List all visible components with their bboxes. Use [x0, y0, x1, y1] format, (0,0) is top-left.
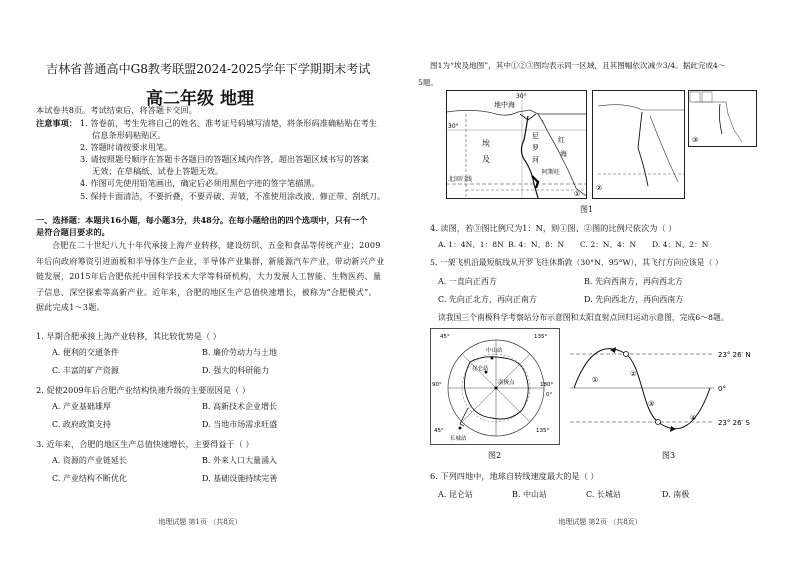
map-3-frame	[689, 91, 757, 147]
label-nile-c: 河	[532, 156, 539, 164]
notice-5: 5. 保持卡面清洁，不要折叠，不要弄破、弄皱，不准使用涂改液、修正带、刮纸刀。	[80, 191, 386, 201]
map-2-redsea	[650, 116, 678, 182]
label-south-pole: 南极点	[498, 380, 515, 386]
point-solstice-s	[656, 420, 661, 425]
passage-line-3: 链发展，2015年后合肥依托中国科学技术大学等科研机构，大力发展人工智能、生物医药、量	[36, 272, 382, 281]
arrow-2	[670, 426, 676, 432]
label-equator: 0°	[718, 385, 726, 393]
question-2-option-d[interactable]: D. 当地市场需求旺盛	[202, 420, 278, 429]
map-3-coast	[694, 102, 742, 142]
label-nile-b: 罗	[532, 144, 539, 152]
question-3-option-c[interactable]: C. 产业结构不断优化	[52, 474, 127, 483]
question-2-option-a[interactable]: A. 产业基础雄厚	[52, 402, 111, 411]
fig1-caption: 图1	[580, 205, 594, 214]
question-1-stem: 1. 早期合肥承接上海产业转移，其比较优势是（ ）	[36, 331, 221, 341]
label-135b: 135°	[536, 428, 550, 434]
label-tropic-s: 23° 26′ S	[718, 419, 750, 427]
arrow-1	[610, 347, 616, 353]
label-45b: 45°	[434, 428, 444, 434]
notice-3-cont: 无效；在草稿纸、试卷上答题无效。	[92, 166, 224, 176]
fig1-intro-cont: 5题。	[418, 78, 439, 87]
label-lon: 30°	[516, 93, 527, 100]
question-5-option-c[interactable]: C. 先向正北方，再向正南方	[438, 295, 537, 304]
intro-text: 本试卷共8页。考试结束后，将答题卡交回。	[36, 105, 197, 115]
label-map-3: ③	[692, 136, 699, 144]
notice-1-cont: 信息条形码粘贴区。	[92, 130, 166, 140]
label-90: 90°	[432, 382, 442, 388]
fig2-caption: 图2	[488, 451, 502, 460]
label-kunlun: 昆仑站	[472, 366, 489, 372]
south-pole-dot	[495, 387, 498, 390]
question-4-option-c[interactable]: C. 2：N、4：N	[580, 240, 637, 249]
label-p4: ④	[690, 414, 697, 422]
question-5-option-a[interactable]: A. 一直向正西方	[438, 277, 497, 286]
section1-header: 一、选择题：本题共16小题，每小题3分，共48分。在每小题给出的四个选项中，只有一个	[36, 215, 368, 225]
notice-1: 1. 答卷前，考生先将自己的姓名、准考证号码填写清楚，将条形码准确粘贴在考生	[80, 118, 377, 128]
label-tropic-n: 23° 26′ N	[718, 351, 751, 359]
exam-subtitle: 高二年级 地理	[146, 89, 254, 109]
question-5-option-d[interactable]: D. 先向西北方，再向西南方	[584, 295, 684, 304]
red-sea-coast	[542, 120, 586, 196]
exam-title: 吉林省普通高中G8教考联盟2024-2025学年下学期期末考试	[46, 62, 371, 76]
fig3-caption: 图3	[662, 451, 676, 460]
label-changcheng: 长城站	[450, 436, 467, 442]
label-180: 180°	[540, 382, 554, 388]
question-6-option-d[interactable]: D. 南极	[662, 490, 690, 499]
label-135: 135°	[534, 334, 548, 340]
question-3-stem: 3. 近年来，合肥的地区生产总值快速增长，主要得益于（ ）	[36, 439, 254, 449]
question-4-option-a[interactable]: A. 1：4N、1：8N	[438, 240, 504, 249]
question-1-option-c[interactable]: C. 丰富的矿产资源	[52, 366, 119, 375]
question-4-option-b[interactable]: B. 4：N、8：N	[508, 240, 565, 249]
zhongshan-dot	[491, 357, 494, 360]
question-1-option-d[interactable]: D. 强大的科研能力	[202, 366, 270, 375]
coastline	[447, 110, 587, 115]
question-3-option-b[interactable]: B. 外来人口大量涌入	[202, 456, 277, 465]
question-6-option-c[interactable]: C. 长城站	[586, 490, 621, 499]
label-nile-a: 尼	[532, 132, 539, 140]
question-2-stem: 2. 促使2009年后合肥产业结构快速升级的主要原因是（ ）	[36, 385, 250, 395]
question-6-option-b[interactable]: B. 中山站	[512, 490, 547, 499]
suez	[538, 114, 544, 124]
question-3-option-a[interactable]: A. 资源的产业链延长	[52, 456, 127, 465]
label-sea: 地中海	[494, 101, 515, 109]
question-4-option-d[interactable]: D. 4：N、2：N	[652, 240, 709, 249]
label-lat-n: 30°	[448, 123, 459, 130]
question-2-option-b[interactable]: B. 高新技术企业增长	[202, 402, 277, 411]
map-2-nile	[638, 112, 648, 186]
label-p2: ②	[630, 370, 637, 378]
inset-square-a	[690, 92, 700, 102]
label-red-b: 海	[560, 150, 567, 158]
question-5-stem: 5. 一架飞机沿最短航线从开罗飞往休斯敦（30°N，95°W），其飞行方向应该是（ ）	[430, 258, 723, 267]
label-zhongshan: 中山站	[486, 348, 503, 354]
label-egypt-a: 埃	[482, 139, 490, 148]
label-0: 0°	[546, 392, 553, 398]
figure-1-egypt-maps	[446, 90, 758, 200]
label-aswan: 阿斯旺	[542, 169, 561, 176]
map-2-coast	[598, 105, 684, 110]
notice-label: 注意事项：	[36, 118, 77, 128]
fig1-intro: 图1为“埃及地图”，其中①②③图均表示同一区域，且其图幅依次减少3/4。据此完成4～	[430, 61, 726, 70]
question-4-stem: 4. 读图，若③图比例尺为1：N，则①图、②图的比例尺依次为（ ）	[430, 223, 677, 233]
label-p1: ①	[592, 376, 599, 384]
question-2-option-c[interactable]: C. 政府政策支持	[52, 420, 111, 429]
question-5-option-b[interactable]: B. 先向西南方，再向西北方	[584, 277, 683, 286]
page-footer-left: 地理试题 第1页 （共8页）	[158, 518, 242, 526]
right-page	[400, 0, 800, 564]
label-tropic: 北回归线	[448, 176, 473, 183]
passage	[36, 238, 386, 316]
label-egypt-b: 及	[482, 155, 490, 164]
label-map-2: ②	[596, 184, 603, 192]
question-6-stem: 6. 下列四地中，地球自转线速度最大的是（ ）	[430, 471, 599, 481]
point-solstice-n	[624, 352, 629, 357]
label-red-a: 红	[558, 136, 565, 144]
question-6-option-a[interactable]: A. 昆仑站	[438, 490, 473, 499]
notice-2: 2. 答题时请按要求用笔。	[80, 142, 173, 152]
inset-square-b	[702, 92, 712, 102]
label-p3: ③	[648, 400, 655, 408]
section1-header-cont: 是符合题目要求的。	[36, 227, 110, 237]
question-1-option-b[interactable]: B. 廉价劳动力与土地	[202, 348, 277, 357]
map-3-nile	[719, 104, 722, 134]
passage-line-5: 据此完成1～3题。	[36, 303, 105, 312]
label-map-1: ①	[574, 190, 581, 198]
passage-2: 读我国三个南极科学考察站分布示意图和太阳直射点回归运动示意图，完成6～8题。	[438, 313, 729, 322]
passage-line-2: 年后向政府筹资引进面板和半导体生产企业，半导体产业集群，新能源汽车产业，带动新兴产业	[36, 256, 385, 266]
passage-line-1: 合肥在二十世纪八九十年代承接上海产业转移，建设纺织、五金和食品等传统产业；2009	[52, 241, 381, 250]
notice-4: 4. 作图可先使用铅笔画出，确定后必须用黑色字迹的签字笔描黑。	[80, 178, 320, 188]
figure-3-sun-migration	[570, 340, 790, 440]
question-3-option-d[interactable]: D. 基础设施持续完善	[202, 474, 278, 483]
label-45: 45°	[440, 334, 450, 340]
passage-line-4: 子信息、深空探索等高新产业。近年来，合肥的地区生产总值快速增长，被称为“合肥模式”。	[36, 287, 377, 297]
notice-3: 3. 请按照题号顺序在答题卡各题目的答题区域内作答，超出答题区域书写的答案	[80, 154, 369, 164]
changcheng-dot	[459, 427, 462, 430]
figure-2-antarctica	[430, 328, 560, 446]
page-footer-right: 地理试题 第2页 （共8页）	[558, 518, 642, 526]
question-1-option-a[interactable]: A. 便利的交通条件	[52, 348, 119, 357]
